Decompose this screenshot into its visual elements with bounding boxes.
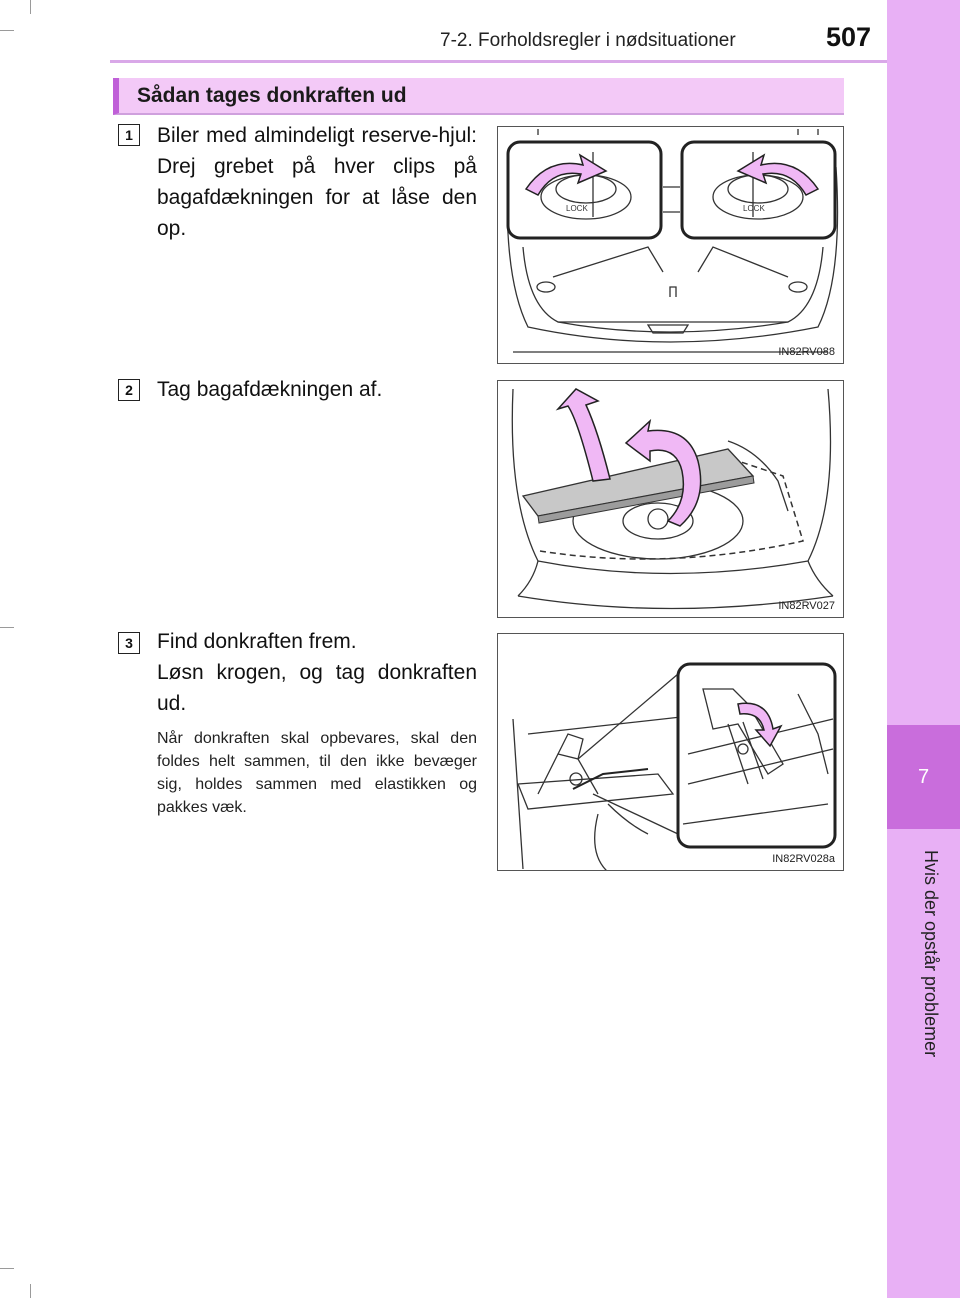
- section-path: 7-2. Forholdsregler i nødsituationer: [440, 30, 736, 51]
- figure-code: IN82RV028a: [772, 853, 835, 865]
- crop-mark: [0, 627, 14, 628]
- lift-arrow-icon: [558, 389, 610, 481]
- figure-remove-cover: [497, 380, 844, 618]
- chapter-number-box: [887, 725, 960, 829]
- chapter-title: Hvis der opstår problemer: [921, 850, 941, 1058]
- page-number: 507: [826, 22, 872, 52]
- step-2-text: Tag bagafdækningen af.: [157, 378, 383, 401]
- chapter-number: 7: [917, 765, 930, 788]
- step-3-note: Når donkraften skal opbevares, skal den foldes helt sammen, til den ikke bevæger sig, holdes sammen med elastikken og pakkes væk.: [157, 730, 477, 816]
- crop-mark: [0, 1268, 14, 1269]
- figure-code: IN82RV088: [778, 346, 835, 358]
- chapter-side-tab: [887, 0, 960, 1298]
- figure-trunk-cover-clips: [497, 126, 844, 364]
- section-heading-bar: [113, 78, 844, 115]
- crop-mark: [30, 0, 31, 14]
- section-title: Sådan tages donkraften ud: [137, 84, 407, 107]
- step-3-text-line2: Løsn krogen, og tag donkraften ud.: [157, 661, 477, 715]
- step-number-1: 1: [118, 124, 140, 146]
- figure-jack-location: [497, 633, 844, 871]
- step-number-3: 3: [118, 632, 140, 654]
- remove-cover-illustration: [498, 381, 844, 618]
- step-number-2: 2: [118, 379, 140, 401]
- figure-code: IN82RV027: [778, 600, 835, 612]
- crop-mark: [30, 1284, 31, 1298]
- crop-mark: [0, 30, 14, 31]
- step-1-text: Biler med almindeligt reserve-hjul: Drej grebet på hver clips på bagafdækningen for at låse den op.: [157, 124, 477, 240]
- jack-illustration: [498, 634, 844, 871]
- header-rule: [110, 60, 887, 63]
- lock-label-left: LOCK: [566, 204, 588, 213]
- step-3-text-line1: Find donkraften frem.: [157, 630, 357, 653]
- trunk-cover-illustration: [498, 127, 844, 364]
- lock-label-right: LOCK: [743, 204, 765, 213]
